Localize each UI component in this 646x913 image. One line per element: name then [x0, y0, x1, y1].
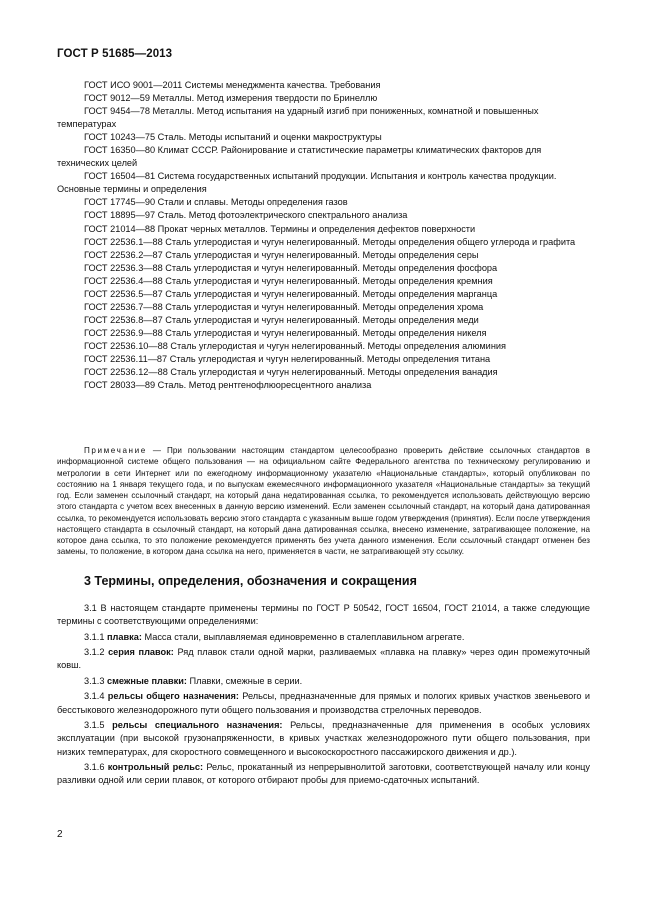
term-definition: [57, 675, 590, 688]
reference-item: ГОСТ 22536.8—87 Сталь углеродистая и чугун нелегированный. Методы определения меди: [84, 314, 479, 325]
normative-references-list: [57, 79, 590, 392]
term-definition: [57, 690, 590, 716]
term-text: Рельсы, предназначенные для применения в особых условиях эксплуатации (при высокой грузонапряженности, в кривых участках железнодорожного пути общего пользования, при низких температурах, для скоростного совмещенного и высокоскоростного пассажирского движения и др.).: [57, 720, 590, 757]
document-header: ГОСТ Р 51685—2013: [57, 48, 173, 60]
reference-item: ГОСТ 21014—88 Прокат черных металлов. Термины и определения дефектов поверхности: [84, 223, 476, 234]
reference-item: ГОСТ 22536.1—88 Сталь углеродистая и чугун нелегированный. Методы определения общего углерода и графита: [84, 236, 576, 247]
reference-item: ГОСТ 16504—81 Система государственных испытаний продукции. Испытания и контроль качества продукции. Основные термины и определения: [57, 171, 557, 195]
term-name: плавка:: [107, 631, 142, 642]
reference-item: ГОСТ 22536.2—87 Сталь углеродистая и чугун нелегированный. Методы определения серы: [84, 249, 479, 260]
term-definition: [57, 646, 590, 672]
term-number: 3.1.4: [84, 691, 108, 702]
note-label: Примечание: [84, 446, 147, 455]
term-definition: [57, 719, 590, 759]
term-definition: [57, 761, 590, 787]
term-number: 3.1.6: [84, 762, 108, 773]
reference-item: ГОСТ 28033—89 Сталь. Метод рентгенофлюоресцентного анализа: [84, 380, 372, 391]
terms-section: [57, 602, 590, 790]
term-number: 3.1.2: [84, 647, 109, 658]
reference-item: ГОСТ 18895—97 Сталь. Метод фотоэлектрического спектрального анализа: [84, 210, 408, 221]
reference-item: ГОСТ 22536.5—87 Сталь углеродистая и чугун нелегированный. Методы определения марганца: [84, 288, 498, 299]
term-definition: [57, 631, 590, 644]
section-title: 3 Термины, определения, обозначения и сокращения: [84, 574, 417, 588]
reference-item: ГОСТ 22536.4—88 Сталь углеродистая и чугун нелегированный. Методы определения кремния: [84, 275, 493, 286]
note-dash: —: [146, 446, 168, 455]
note-text: При пользовании настоящим стандартом целесообразно проверить действие ссылочных стандартов в информационной системе общего пользования — на официальном сайте Федерального агентства по техническому регулированию и метрологии в сети Интернет или по ежегодному информационному указателю «Национальные стандарты», который опубликован по состоянию на 1 января текущего года, и по выпускам ежемесячного информационного указателя «Национальные стандарты» за текущий год. Если заменен ссылочный стандарт, на который дана недатированная ссылка, то рекомендуется использовать действующую версию этого стандарта с учетом всех внесенных в данную версию изменений. Если заменен ссылочный стандарт, на который дана датированная ссылка, то рекомендуется использовать версию этого стандарта с указанным выше годом утверждения (принятия). Если после утверждения настоящего стандарта в ссылочный стандарт, на который дана датированная ссылка, внесено изменение, затрагивающее положение, на которое дана ссылка, то это положение рекомендуется применять без учета данного изменения. Если ссылочный стандарт отменен без замены, то положение, в котором дана ссылка на него, применяется в части, не затрагивающей эту ссылку.: [57, 446, 591, 557]
reference-item: ГОСТ 22536.10—88 Сталь углеродистая и чугун нелегированный. Методы определения алюминия: [84, 340, 506, 351]
term-text: Ряд плавок стали одной марки, разливаемых «плавка на плавку» через один промежуточный ковш.: [57, 647, 590, 671]
term-name: рельсы специального назначения:: [112, 720, 283, 731]
reference-item: ГОСТ 9012—59 Металлы. Метод измерения твердости по Бринеллю: [84, 93, 378, 104]
references-note: [57, 445, 590, 558]
term-text: Рельс, прокатанный из непрерывнолитой заготовки, соответствующей началу или концу разливки одной или серии плавок, от которого отбирают пробы для приемо-сдаточных испытаний.: [57, 762, 591, 786]
term-number: 3.1.5: [84, 720, 113, 731]
reference-item: ГОСТ 17745—90 Стали и сплавы. Методы определения газов: [84, 197, 348, 208]
reference-item: ГОСТ 22536.12—88 Сталь углеродистая и чугун нелегированный. Методы определения ванадия: [84, 367, 498, 378]
page-number: 2: [57, 829, 63, 840]
term-text: Плавки, смежные в серии.: [186, 675, 303, 686]
term-name: серия плавок:: [108, 647, 174, 658]
term-name: контрольный рельс:: [107, 762, 204, 773]
term-name: смежные плавки:: [107, 675, 187, 686]
term-number: 3.1.1: [84, 631, 107, 642]
reference-item: ГОСТ 22536.3—88 Сталь углеродистая и чугун нелегированный. Методы определения фосфора: [84, 262, 498, 273]
reference-item: ГОСТ 22536.11—87 Сталь углеродистая и чугун нелегированный. Методы определения титана: [84, 353, 491, 364]
terms-intro: 3.1 В настоящем стандарте применены термины по ГОСТ Р 50542, ГОСТ 16504, ГОСТ 21014, а также следующие термины с соответствующими определениями:: [57, 603, 590, 627]
reference-item: ГОСТ ИСО 9001—2011 Системы менеджмента качества. Требования: [84, 80, 381, 90]
term-name: рельсы общего назначения:: [107, 691, 239, 702]
reference-item: ГОСТ 22536.7—88 Сталь углеродистая и чугун нелегированный. Методы определения хрома: [84, 301, 484, 312]
term-text: Рельсы, предназначенные для прямых и пологих кривых участков звеньевого и бесстыкового железнодорожного пути общего пользования и производства стрелочных переводов.: [57, 691, 591, 715]
reference-item: ГОСТ 16350—80 Климат СССР. Районирование и статистические параметры климатических факторов для технических целей: [57, 145, 542, 169]
term-number: 3.1.3: [84, 675, 107, 686]
reference-item: ГОСТ 10243—75 Сталь. Методы испытаний и оценки макроструктуры: [84, 132, 382, 143]
reference-item: ГОСТ 9454—78 Металлы. Метод испытания на ударный изгиб при пониженных, комнатной и повышенных температурах: [57, 106, 539, 130]
reference-item: ГОСТ 22536.9—88 Сталь углеродистая и чугун нелегированный. Методы определения никеля: [84, 327, 487, 338]
term-text: Масса стали, выплавляемая единовременно в сталеплавильном агрегате.: [141, 631, 465, 642]
